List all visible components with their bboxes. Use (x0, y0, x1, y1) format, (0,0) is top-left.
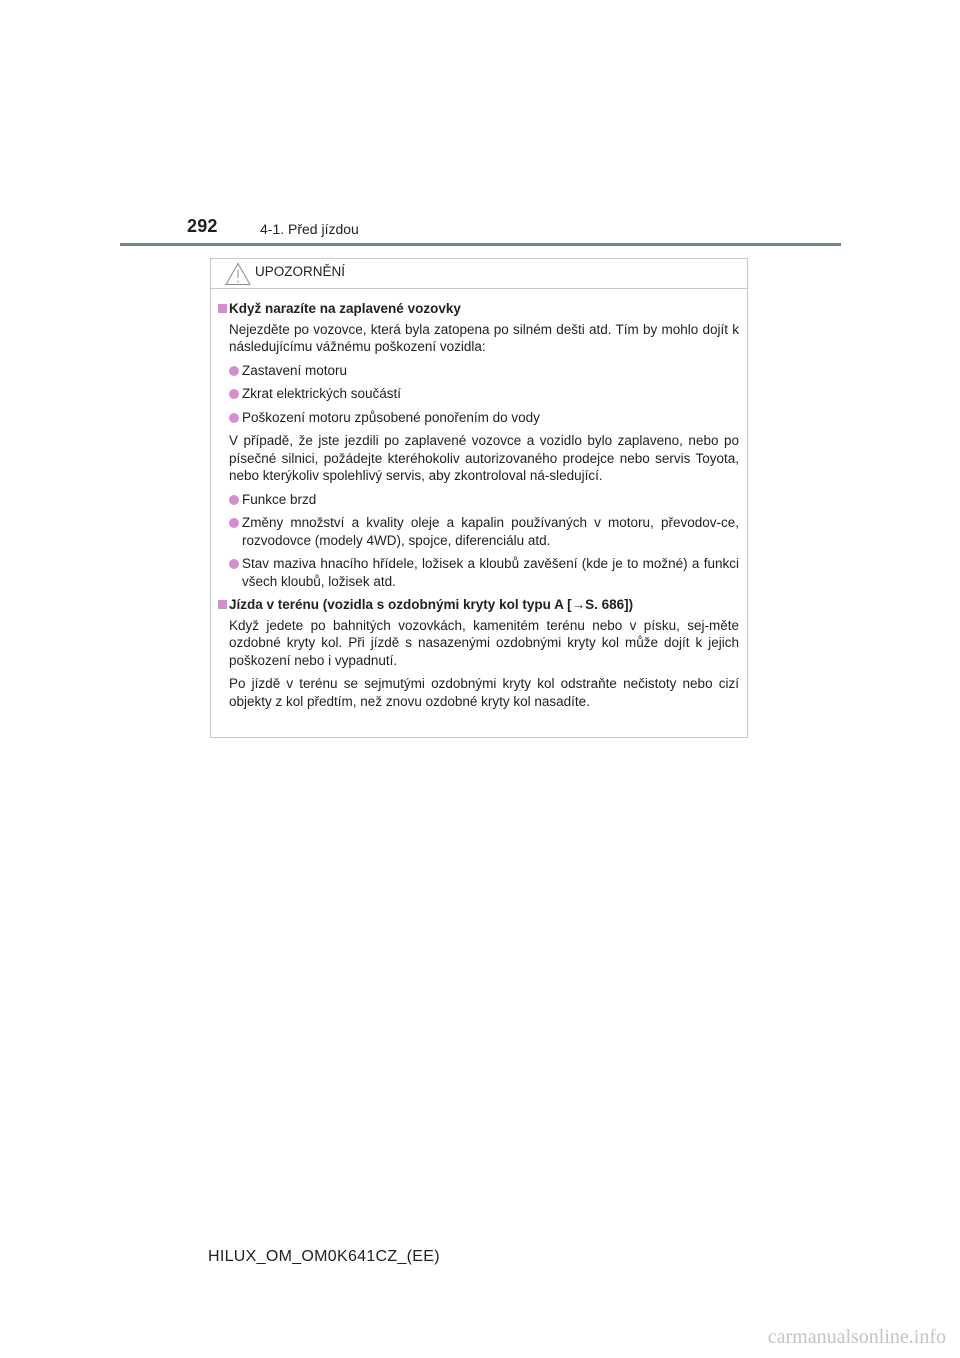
list-item-text: Změny množství a kvality oleje a kapalin používaných v motoru, převodov-ce, rozvodovce (modely 4WD), spojce, diferenciálu atd. (242, 515, 739, 548)
square-bullet-icon (218, 304, 227, 313)
warning-body (217, 300, 739, 716)
circle-bullet-icon (229, 495, 239, 505)
list-item (217, 491, 739, 509)
circle-bullet-icon (229, 366, 239, 376)
document-code: HILUX_OM_OM0K641CZ_(EE) (208, 1248, 440, 1265)
square-bullet-icon (218, 600, 227, 609)
circle-bullet-icon (229, 389, 239, 399)
circle-bullet-icon (229, 559, 239, 569)
warning-header (211, 259, 747, 289)
list-item (217, 514, 739, 549)
header-divider (120, 243, 841, 246)
page-number: 292 (187, 216, 218, 236)
list-item-text: Stav maziva hnacího hřídele, ložisek a kloubů zavěšení (kde je to možné) a funkci všech kloubů, ložisek atd. (242, 556, 739, 589)
list-item-text: Poškození motoru způsobené ponořením do vody (242, 409, 540, 425)
warning-triangle-icon (225, 262, 251, 286)
heading-text: Když narazíte na zaplavené vozovky (229, 301, 461, 316)
watermark: carmanualsonline.info (767, 1326, 946, 1348)
section-heading (217, 300, 739, 318)
warning-title: UPOZORNĚNÍ (255, 264, 346, 279)
list-item (217, 362, 739, 380)
paragraph: V případě, že jste jezdili po zaplavené vozovce a vozidlo bylo zaplaveno, nebo po písečné silnici, požádejte kteréhokoliv autorizovaného prodejce nebo servis Toyota, nebo kterýkoliv spolehlivý servis, aby zkontroloval ná-sledující. (229, 433, 739, 483)
list-item-text: Funkce brzd (242, 491, 317, 507)
list-item (217, 555, 739, 590)
paragraph: Po jízdě v terénu se sejmutými ozdobnými kryty kol odstraňte nečistoty nebo cizí objekty z kol předtím, než znovu ozdobné kryty kol nasadíte. (229, 676, 739, 709)
paragraph: Když jedete po bahnitých vozovkách, kamenitém terénu nebo v písku, sej-měte ozdobné kryty kol. Při jízdě s nasazenými ozdobnými kryty kol může dojít k jejich poškození nebo i vypadnutí. (229, 617, 739, 668)
section-title: 4-1. Před jízdou (260, 221, 359, 237)
warning-box (210, 258, 748, 738)
list-item-text: Zastavení motoru (242, 362, 348, 378)
circle-bullet-icon (229, 413, 239, 423)
heading-text: Jízda v terénu (vozidla s ozdobnými kryty kol typu A [→S. 686]) (229, 597, 634, 612)
list-item (217, 409, 739, 427)
circle-bullet-icon (229, 518, 239, 528)
list-item-text: Zkrat elektrických součástí (242, 386, 402, 401)
section-heading (217, 596, 739, 614)
paragraph: Nejezděte po vozovce, která byla zatopena po silném dešti atd. Tím by mohlo dojít k následujícímu vážnému poškození vozidla: (229, 321, 739, 354)
list-item (217, 385, 739, 403)
